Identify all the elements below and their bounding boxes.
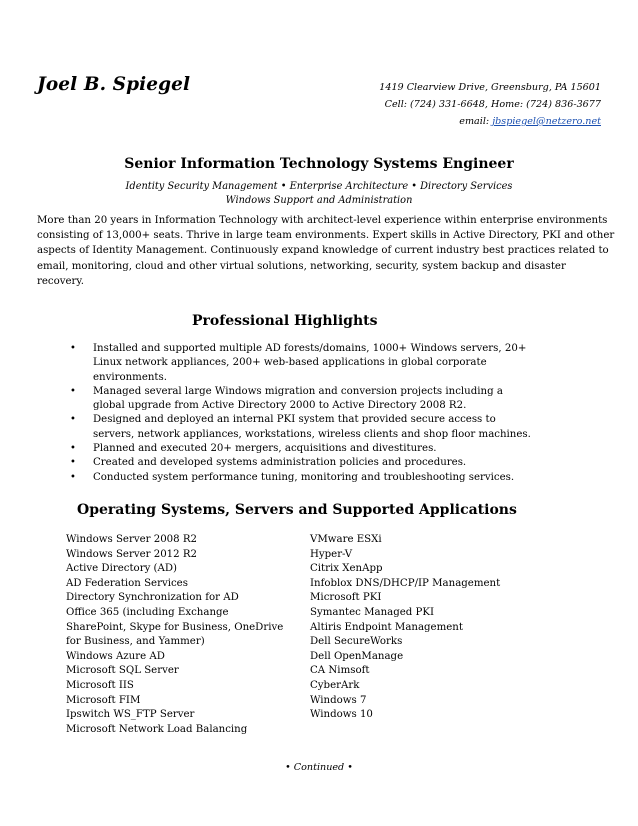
contact-block — [379, 79, 601, 130]
summary-line: aspects of Identity Management. Continuously expand knowledge of current industry best practices related to — [37, 245, 609, 257]
specialties-line-1: Identity Security Management • Enterprise Architecture • Directory Services — [125, 181, 513, 192]
highlight-item — [70, 342, 531, 385]
highlight-text-line: servers, network appliances, workstations, wireless clients and shop floor machines. — [93, 428, 531, 440]
email-link[interactable]: jbspiegel@netzero.net — [492, 116, 601, 127]
bullet-icon: • — [70, 385, 76, 397]
skill-item: Microsoft PKI — [310, 592, 382, 604]
skill-item: Windows 10 — [310, 709, 373, 721]
skill-item: Ipswitch WS_FTP Server — [66, 709, 195, 721]
summary-line: recovery. — [37, 275, 85, 287]
email-line — [379, 113, 601, 130]
os-right-column — [310, 533, 500, 723]
skill-item: AD Federation Services — [66, 577, 188, 589]
skill-item: SharePoint, Skype for Business, OneDrive — [66, 621, 284, 633]
os-left-column — [66, 533, 283, 737]
summary-line: consisting of 13,000+ seats. Thrive in large team environments. Expert skills in Active Directory, PKI and other — [37, 230, 615, 242]
skill-item: Windows 7 — [310, 694, 367, 706]
highlights-list — [70, 342, 531, 485]
highlight-text-line: Planned and executed 20+ mergers, acquisitions and divestitures. — [93, 443, 437, 455]
skill-item: CyberArk — [310, 679, 360, 691]
candidate-name: Joel B. Spiegel — [37, 74, 191, 95]
highlight-text-line: Installed and supported multiple AD forests/domains, 1000+ Windows servers, 20+ — [93, 343, 527, 354]
highlight-item — [70, 471, 531, 485]
highlight-text-line: Conducted system performance tuning, monitoring and troubleshooting services. — [93, 471, 515, 483]
skill-item: Infoblox DNS/DHCP/IP Management — [310, 577, 501, 589]
highlight-item — [70, 442, 531, 456]
skill-item: Microsoft SQL Server — [66, 665, 179, 677]
skill-item: Symantec Managed PKI — [310, 606, 435, 618]
skill-item: Active Directory (AD) — [66, 563, 178, 575]
bullet-icon: • — [70, 414, 76, 426]
bullet-icon: • — [70, 343, 76, 354]
skill-item: Directory Synchronization for AD — [66, 592, 239, 604]
address: 1419 Clearview Drive, Greensburg, PA 15601 — [379, 82, 601, 93]
skill-item: Altiris Endpoint Management — [310, 621, 463, 633]
highlight-item — [70, 456, 531, 470]
highlight-item — [70, 385, 531, 414]
highlight-text-line: Created and developed systems administration policies and procedures. — [93, 457, 467, 469]
skill-item: Microsoft FIM — [66, 694, 141, 706]
os-section-heading: Operating Systems, Servers and Supported Applications — [77, 502, 517, 518]
highlight-text-line: Designed and deployed an internal PKI system that provided secure access to — [93, 414, 496, 426]
job-title: Senior Information Technology Systems Engineer — [124, 156, 514, 172]
highlight-text-line: Managed several large Windows migration and conversion projects including a — [93, 385, 503, 397]
skill-item: CA Nimsoft — [310, 665, 370, 677]
skill-item: Windows Server 2008 R2 — [66, 534, 198, 545]
phone-numbers: Cell: (724) 331-6648, Home: (724) 836-3677 — [384, 99, 601, 110]
skill-item: Hyper-V — [310, 548, 353, 560]
bullet-icon: • — [70, 443, 76, 455]
specialties-line-2: Windows Support and Administration — [225, 195, 413, 206]
skill-item: Windows Azure AD — [66, 650, 165, 662]
highlight-text-line: environments. — [93, 371, 167, 383]
highlight-text-line: global upgrade from Active Directory 2000 to Active Directory 2008 R2. — [93, 400, 467, 412]
continued-footer: • Continued • — [285, 762, 353, 773]
email-label: email: — [459, 116, 493, 127]
skill-item: Microsoft IIS — [66, 679, 134, 691]
highlight-text-line: Linux network appliances, 200+ web-based applications in global corporate — [93, 357, 487, 369]
summary-paragraph — [37, 213, 614, 289]
skill-item: Citrix XenApp — [310, 563, 383, 575]
skill-item: Microsoft Network Load Balancing — [66, 723, 248, 735]
skill-item: for Business, and Yammer) — [66, 636, 205, 648]
summary-line: email, monitoring, cloud and other virtual solutions, networking, security, system backup and disaster — [37, 260, 566, 272]
bullet-icon: • — [70, 457, 76, 469]
summary-line: More than 20 years in Information Technology with architect-level experience within enterprise environments — [37, 215, 608, 226]
highlights-heading: Professional Highlights — [192, 313, 378, 329]
highlight-item — [70, 413, 531, 442]
skill-item: Dell SecureWorks — [310, 636, 403, 648]
bullet-icon: • — [70, 471, 76, 483]
skill-item: Office 365 (including Exchange — [66, 606, 229, 618]
skill-item: Dell OpenManage — [310, 650, 404, 662]
skill-item: VMware ESXi — [310, 534, 382, 545]
skill-item: Windows Server 2012 R2 — [66, 548, 198, 560]
